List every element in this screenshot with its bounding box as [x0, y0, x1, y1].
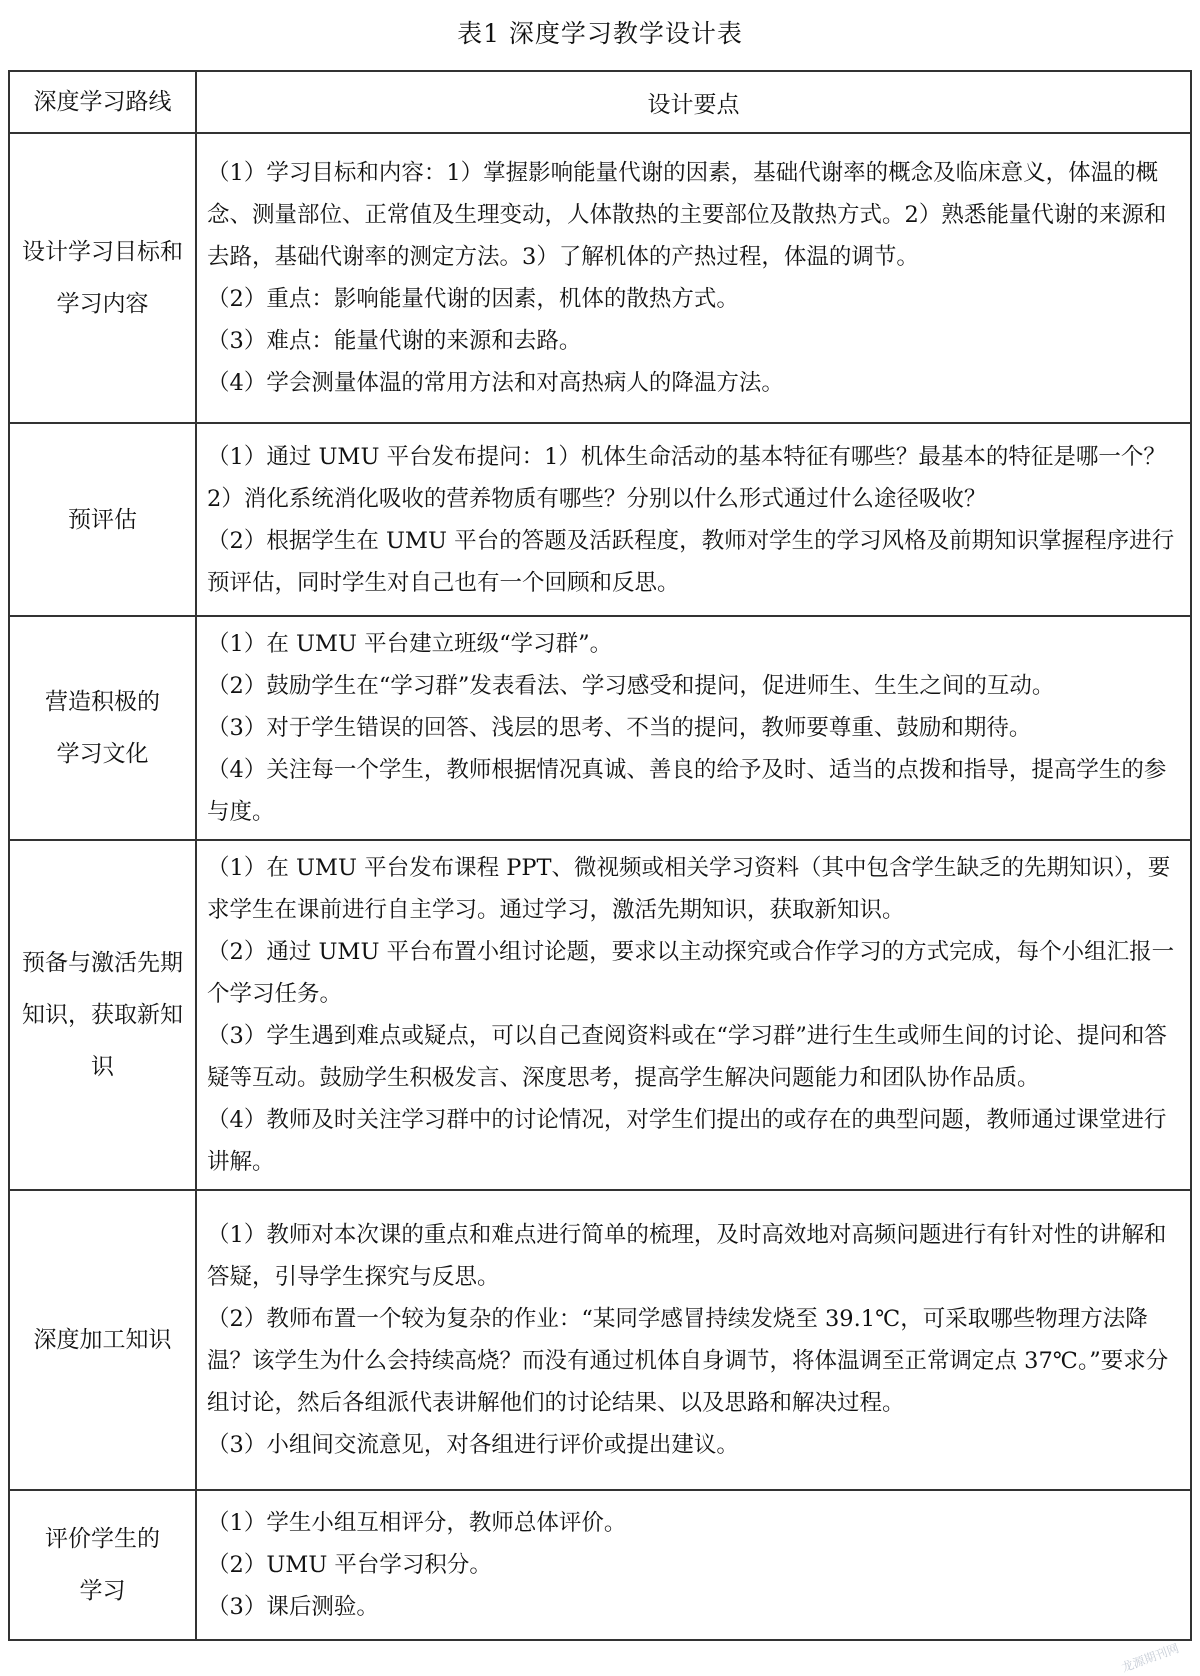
route-line: 设计学习目标和 [22, 239, 183, 265]
design-table [8, 70, 1192, 1641]
route-cell [9, 133, 196, 423]
table-header-row [9, 71, 1191, 133]
table-row [9, 1190, 1191, 1490]
point-item: （3）小组间交流意见，对各组进行评价或提出建议。 [207, 1432, 739, 1458]
route-line: 学习内容 [56, 291, 149, 317]
point-item: （3）学生遇到难点或疑点，可以自己查阅资料或在“学习群”进行生生或师生间的讨论、提问和答疑等互动。鼓励学生积极发言、深度思考，提高学生解决问题能力和团队协作品质。 [207, 1023, 1167, 1091]
table-row [9, 1490, 1191, 1640]
route-cell [9, 1490, 196, 1640]
point-item: （1）学习目标和内容：1）掌握影响能量代谢的因素，基础代谢率的概念及临床意义，体温的概念、测量部位、正常值及生理变动，人体散热的主要部位及散热方式。2）熟悉能量代谢的来源和去路，基础代谢率的测定方法。3）了解机体的产热过程，体温的调节。 [207, 160, 1167, 270]
points-cell [196, 423, 1191, 616]
table-row [9, 133, 1191, 423]
point-item: （4）教师及时关注学习群中的讨论情况，对学生们提出的或存在的典型问题，教师通过课堂进行讲解。 [207, 1107, 1167, 1175]
point-item: （2）教师布置一个较为复杂的作业：“某同学感冒持续发烧至 39.1℃，可采取哪些物理方法降温？该学生为什么会持续高烧？而没有通过机体自身调节，将体温调至正常调定点 37℃。”要求分组讨论，然后各组派代表讲解他们的讨论结果、以及思路和解决过程。 [207, 1306, 1169, 1416]
point-item: （3）课后测验。 [207, 1594, 379, 1620]
point-item: （1）在 UMU 平台发布课程 PPT、微视频或相关学习资料（其中包含学生缺乏的先期知识），要求学生在课前进行自主学习。通过学习，激活先期知识，获取新知识。 [207, 855, 1171, 923]
point-item: （1）教师对本次课的重点和难点进行简单的梳理，及时高效地对高频问题进行有针对性的讲解和答疑，引导学生探究与反思。 [207, 1222, 1167, 1290]
route-line: 评价学生的 [45, 1526, 160, 1552]
route-cell [9, 840, 196, 1190]
route-line: 学习文化 [56, 741, 149, 767]
point-item: （2）通过 UMU 平台布置小组讨论题，要求以主动探究或合作学习的方式完成，每个小组汇报一个学习任务。 [207, 939, 1175, 1007]
table-title: 表1 深度学习教学设计表 [457, 19, 743, 48]
points-cell [196, 133, 1191, 423]
point-item: （4）学会测量体温的常用方法和对高热病人的降温方法。 [207, 370, 784, 396]
point-item: （1）在 UMU 平台建立班级“学习群”。 [207, 631, 613, 657]
route-line: 深度加工知识 [33, 1327, 172, 1353]
point-item: （3）对于学生错误的回答、浅层的思考、不当的提问，教师要尊重、鼓励和期待。 [207, 715, 1032, 741]
route-cell [9, 423, 196, 616]
table-row [9, 840, 1191, 1190]
route-line: 预备与激活先期 [22, 950, 183, 976]
route-line: 学习 [79, 1578, 126, 1604]
points-cell [196, 840, 1191, 1190]
route-line: 营造积极的 [45, 689, 160, 715]
table-row [9, 616, 1191, 840]
point-item: （4）关注每一个学生，教师根据情况真诚、善良的给予及时、适当的点拨和指导，提高学生的参与度。 [207, 757, 1167, 825]
route-cell [9, 616, 196, 840]
points-cell [196, 1490, 1191, 1640]
route-line: 知识，获取新知识 [22, 1002, 183, 1080]
table-row [9, 423, 1191, 616]
point-item: （1）学生小组互相评分，教师总体评价。 [207, 1510, 627, 1536]
header-route: 深度学习路线 [9, 71, 196, 133]
points-cell [196, 616, 1191, 840]
header-points: 设计要点 [196, 71, 1191, 133]
watermark: 龙源期刊网 [1119, 1641, 1181, 1675]
point-item: （1）通过 UMU 平台发布提问：1）机体生命活动的基本特征有哪些？最基本的特征是哪一个？ 2）消化系统消化吸收的营养物质有哪些？分别以什么形式通过什么途径吸收？ [207, 443, 1166, 512]
points-cell [196, 1190, 1191, 1490]
point-item: （2）根据学生在 UMU 平台的答题及活跃程度，教师对学生的学习风格及前期知识掌握程序进行预评估，同时学生对自己也有一个回顾和反思。 [207, 527, 1175, 596]
route-line: 预评估 [68, 506, 137, 533]
route-cell [9, 1190, 196, 1490]
point-item: （2）鼓励学生在“学习群”发表看法、学习感受和提问，促进师生、生生之间的互动。 [207, 673, 1055, 699]
point-item: （2）重点：影响能量代谢的因素，机体的散热方式。 [207, 286, 739, 312]
point-item: （3）难点：能量代谢的来源和去路。 [207, 328, 582, 354]
point-item: （2）UMU 平台学习积分。 [207, 1552, 492, 1578]
